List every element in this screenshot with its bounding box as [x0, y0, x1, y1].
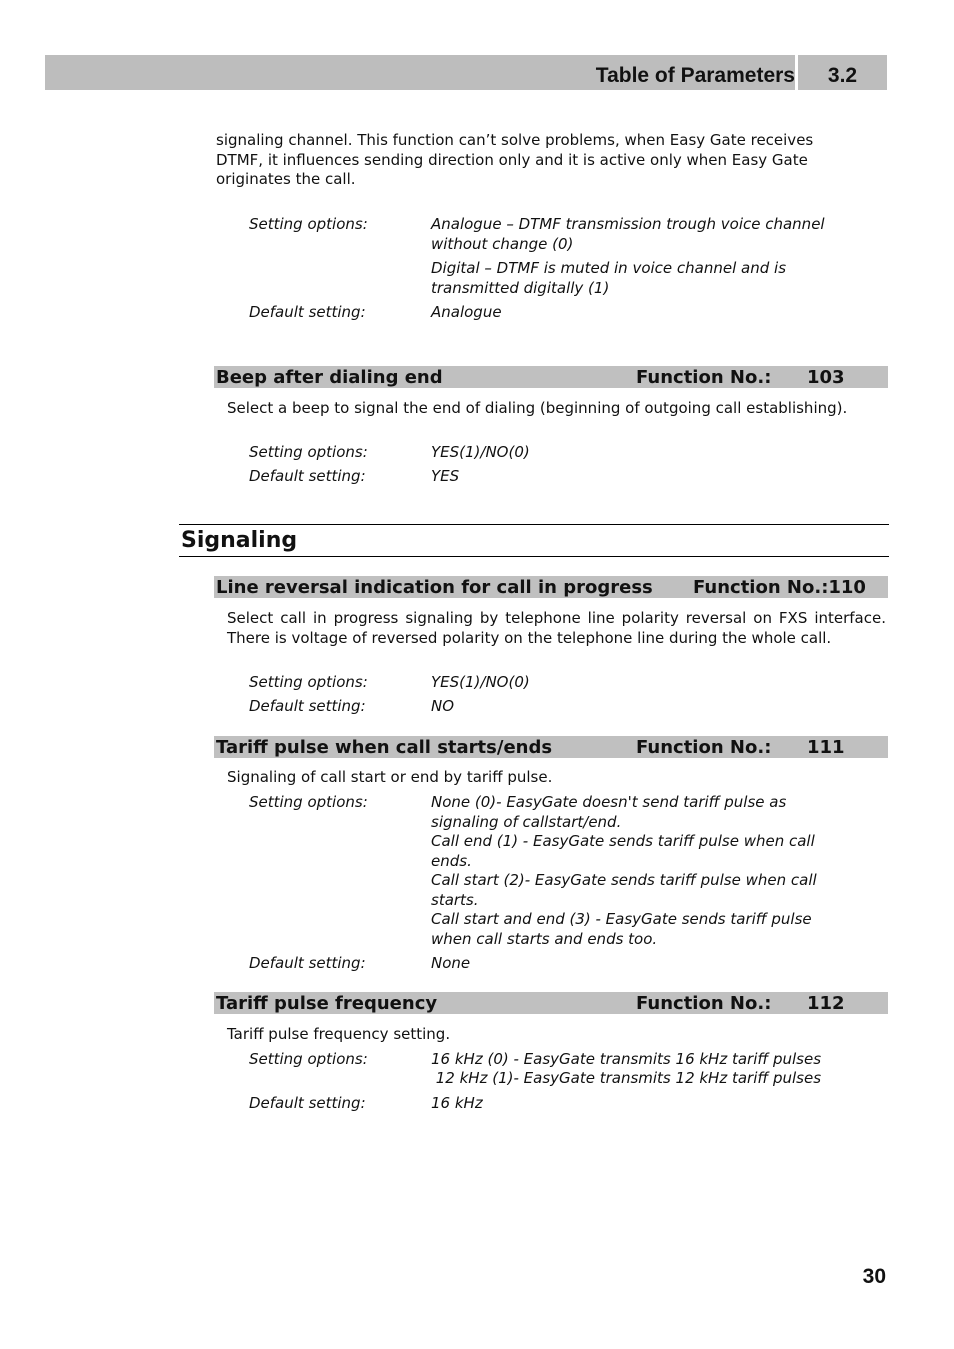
- function-112-number-label: Function No.:: [636, 993, 772, 1014]
- page-number: 30: [862, 1265, 886, 1288]
- function-112-title: Tariff pulse frequency: [216, 993, 438, 1014]
- header-section-number: 3.2: [827, 64, 858, 87]
- function-112-default-label: Default setting:: [249, 1094, 366, 1112]
- function-112-option-16khz: 16 kHz (0) - EasyGate transmits 16 kHz tariff pulses: [431, 1050, 822, 1068]
- function-110-number-label: Function No.:110: [693, 577, 866, 598]
- function-103-header: [214, 366, 888, 388]
- header-title: Table of Parameters: [595, 64, 795, 87]
- intro-default-label: Default setting:: [249, 303, 366, 321]
- function-110-description: Select call in progress signaling by telephone line polarity reversal on FXS interface. There is voltage of reversed polarity on the telephone line during the whole call.: [227, 609, 886, 647]
- function-110-default-value: NO: [431, 697, 455, 715]
- function-112-header: [214, 992, 888, 1014]
- function-112-setting-label: Setting options:: [249, 1050, 368, 1068]
- function-103-description: Select a beep to signal the end of dialing (beginning of outgoing call establishing).: [227, 399, 848, 417]
- function-111-number: 111: [807, 737, 845, 758]
- function-103-number-label: Function No.:: [636, 367, 772, 388]
- function-111-option-call-start: Call start (2)- EasyGate sends tariff pulse when call starts.: [431, 871, 817, 909]
- function-103-setting-value: YES(1)/NO(0): [431, 443, 530, 461]
- function-103-default-label: Default setting:: [249, 467, 366, 485]
- intro-paragraph: signaling channel. This function can’t solve problems, when Easy Gate receives DTMF, it influences sending direction only and it is active only when Easy Gate originates the call.: [216, 131, 814, 188]
- section-rule-top: [179, 524, 889, 525]
- function-110-setting-label: Setting options:: [249, 673, 368, 691]
- section-rule-bottom: [179, 556, 889, 557]
- function-103-default-value: YES: [431, 467, 460, 485]
- intro-default-value: Analogue: [431, 303, 502, 321]
- function-111-title: Tariff pulse when call starts/ends: [216, 737, 553, 758]
- intro-setting-label: Setting options:: [249, 215, 368, 233]
- function-112-option-12khz: 12 kHz (1)- EasyGate transmits 12 kHz tariff pulses: [431, 1069, 822, 1087]
- function-110-title: Line reversal indication for call in progress: [216, 577, 653, 598]
- function-111-option-call-end: Call end (1) - EasyGate sends tariff pulse when call ends.: [431, 832, 815, 870]
- function-110-default-label: Default setting:: [249, 697, 366, 715]
- function-111-description: Signaling of call start or end by tariff pulse.: [227, 768, 553, 786]
- function-111-header: [214, 736, 888, 758]
- function-112-description: Tariff pulse frequency setting.: [227, 1025, 451, 1043]
- page-header: [45, 55, 887, 90]
- intro-option-digital: Digital – DTMF is muted in voice channel and is transmitted digitally (1): [431, 259, 787, 297]
- function-103-number: 103: [807, 367, 845, 388]
- function-103-title: Beep after dialing end: [216, 367, 443, 388]
- function-111-option-start-and-end: Call start and end (3) - EasyGate sends tariff pulse when call starts and ends too.: [431, 910, 812, 948]
- function-111-option-none: None (0)- EasyGate doesn't send tariff pulse as signaling of callstart/end.: [431, 793, 787, 831]
- function-103-setting-label: Setting options:: [249, 443, 368, 461]
- function-111-number-label: Function No.:: [636, 737, 772, 758]
- function-110-setting-value: YES(1)/NO(0): [431, 673, 530, 691]
- function-111-default-value: None: [431, 954, 471, 972]
- function-111-default-label: Default setting:: [249, 954, 366, 972]
- intro-option-analogue: Analogue – DTMF transmission trough voice channel without change (0): [431, 215, 825, 253]
- section-title-signaling: Signaling: [181, 528, 298, 553]
- function-112-default-value: 16 kHz: [431, 1094, 483, 1112]
- function-112-number: 112: [807, 993, 845, 1014]
- function-110-header: [214, 576, 888, 598]
- function-111-setting-label: Setting options:: [249, 793, 368, 811]
